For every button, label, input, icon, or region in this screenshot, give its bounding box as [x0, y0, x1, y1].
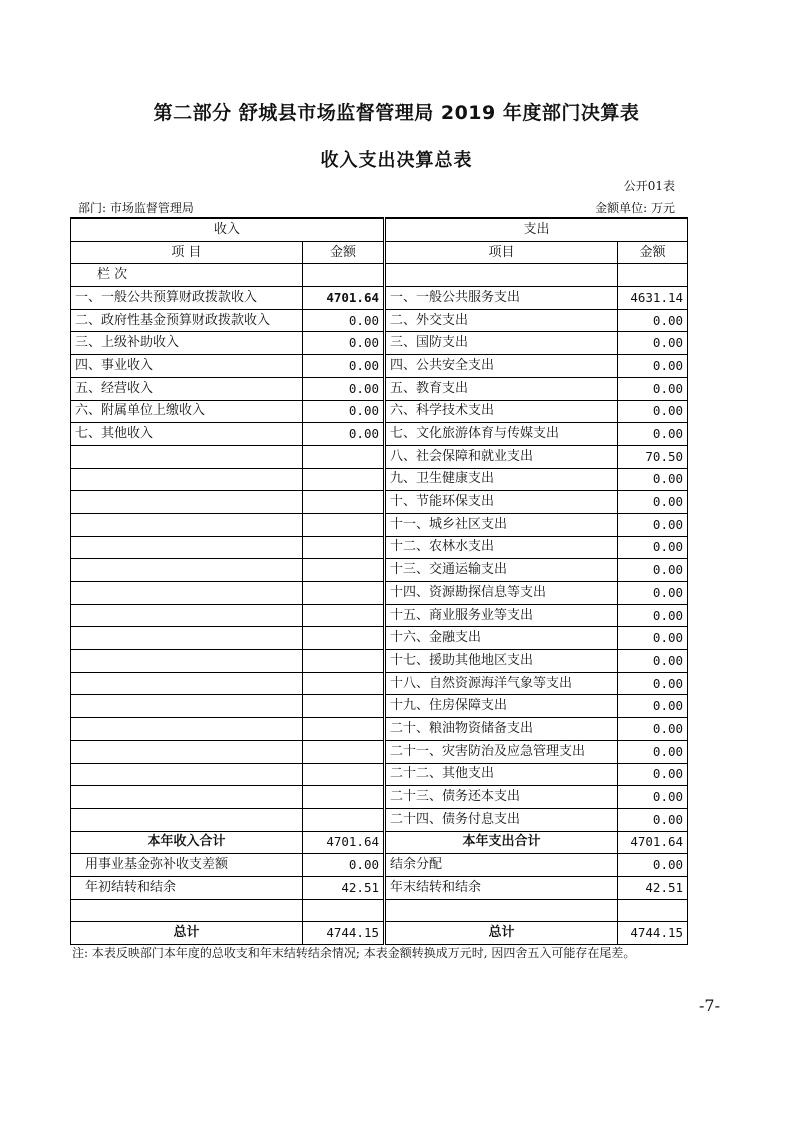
income-item [71, 604, 303, 627]
expense-total-label: 总计 [385, 922, 618, 945]
table-row [71, 650, 688, 673]
income-item: 用事业基金弥补收支差额 [71, 854, 303, 877]
income-amount [303, 604, 385, 627]
table-row [71, 445, 688, 468]
income-amount: 0.00 [303, 377, 385, 400]
income-item: 三、上级补助收入 [71, 332, 303, 355]
table-row [71, 718, 688, 741]
expense-item: 十八、自然资源海洋气象等支出 [385, 672, 618, 695]
income-amount [303, 718, 385, 741]
income-item: 六、附属单位上缴收入 [71, 400, 303, 423]
income-subtotal-amount: 4701.64 [303, 831, 385, 854]
income-subtotal-label: 本年收入合计 [71, 831, 303, 854]
table-row [71, 377, 688, 400]
income-amount: 42.51 [303, 876, 385, 899]
footnote: 注: 本表反映部门本年度的总收支和年末结转结余情况; 本表金额转换成万元时, 因四舍五入可能存在尾差。 [72, 946, 636, 960]
expense-amount: 0.00 [618, 332, 688, 355]
income-item [71, 718, 303, 741]
expense-item: 二十、粮油物资储备支出 [385, 718, 618, 741]
table-row [71, 695, 688, 718]
table-row [71, 763, 688, 786]
income-item [71, 808, 303, 831]
expense-amount: 0.00 [618, 582, 688, 605]
income-amount [303, 786, 385, 809]
page-number: -7- [699, 996, 720, 1015]
income-item: 七、其他收入 [71, 423, 303, 446]
income-item-header: 项 目 [71, 241, 303, 264]
expense-amount: 0.00 [618, 377, 688, 400]
table-title: 收入支出决算总表 [320, 150, 473, 171]
table-row [71, 536, 688, 559]
expense-item: 九、卫生健康支出 [385, 468, 618, 491]
expense-amount: 0.00 [618, 695, 688, 718]
expense-amount: 0.00 [618, 808, 688, 831]
expense-item: 结余分配 [385, 854, 618, 877]
expense-subtotal-amount: 4701.64 [618, 831, 688, 854]
row-index-row [71, 264, 688, 287]
income-amount [303, 740, 385, 763]
expense-item: 一、一般公共服务支出 [385, 287, 618, 310]
expense-item: 六、科学技术支出 [385, 400, 618, 423]
income-amount [303, 582, 385, 605]
page-title: 第二部分 舒城县市场监督管理局 2019 年度部门决算表 [153, 102, 640, 124]
expense-amount: 0.00 [618, 650, 688, 673]
income-total-label: 总计 [71, 922, 303, 945]
empty-row [71, 899, 688, 922]
table-row [71, 808, 688, 831]
form-number: 公开01表 [623, 179, 675, 193]
income-total-amount: 4744.15 [303, 922, 385, 945]
income-item: 五、经营收入 [71, 377, 303, 400]
expense-amount: 0.00 [618, 355, 688, 378]
expense-item: 二、外交支出 [385, 309, 618, 332]
table-row [71, 355, 688, 378]
expense-item: 年末结转和结余 [385, 876, 618, 899]
table-row [71, 309, 688, 332]
expense-item: 十二、农林水支出 [385, 536, 618, 559]
table-row [71, 627, 688, 650]
expense-item: 十、节能环保支出 [385, 491, 618, 514]
empty-cell [303, 899, 385, 922]
row-index-label: 栏 次 [71, 264, 303, 287]
expense-amount: 0.00 [618, 513, 688, 536]
expense-item: 十六、金融支出 [385, 627, 618, 650]
expense-amount: 0.00 [618, 672, 688, 695]
income-item [71, 491, 303, 514]
income-amount [303, 468, 385, 491]
expense-amount: 4631.14 [618, 287, 688, 310]
income-amount [303, 627, 385, 650]
expense-item: 五、教育支出 [385, 377, 618, 400]
income-amount: 0.00 [303, 332, 385, 355]
expense-amount: 0.00 [618, 491, 688, 514]
expense-amount: 0.00 [618, 423, 688, 446]
income-amount [303, 559, 385, 582]
expense-item: 十三、交通运输支出 [385, 559, 618, 582]
expense-amount: 0.00 [618, 309, 688, 332]
expense-item: 二十三、债务还本支出 [385, 786, 618, 809]
expense-amount: 0.00 [618, 468, 688, 491]
income-amount [303, 491, 385, 514]
table-row [71, 876, 688, 899]
expense-amount: 0.00 [618, 604, 688, 627]
expense-amount: 0.00 [618, 536, 688, 559]
income-item [71, 672, 303, 695]
table-row [71, 332, 688, 355]
table-row [71, 513, 688, 536]
expense-total-amount: 4744.15 [618, 922, 688, 945]
department-label: 部门: 市场监督管理局 [78, 201, 194, 215]
income-item [71, 786, 303, 809]
expense-item: 七、文化旅游体育与传媒支出 [385, 423, 618, 446]
expense-item: 十一、城乡社区支出 [385, 513, 618, 536]
income-amount: 0.00 [303, 423, 385, 446]
income-item [71, 468, 303, 491]
group-header-row [71, 218, 688, 241]
income-amount [303, 672, 385, 695]
table-row [71, 423, 688, 446]
expense-item: 二十一、灾害防治及应急管理支出 [385, 740, 618, 763]
income-amount [303, 808, 385, 831]
expense-item: 二十四、债务付息支出 [385, 808, 618, 831]
table-row [71, 491, 688, 514]
income-amount: 4701.64 [303, 287, 385, 310]
table-row [71, 559, 688, 582]
income-amount: 0.00 [303, 355, 385, 378]
income-item: 二、政府性基金预算财政拨款收入 [71, 309, 303, 332]
total-row [71, 922, 688, 945]
expense-subtotal-label: 本年支出合计 [385, 831, 618, 854]
expense-item: 二十二、其他支出 [385, 763, 618, 786]
income-item [71, 582, 303, 605]
subtotal-row [71, 831, 688, 854]
table-row [71, 854, 688, 877]
expense-item: 十七、援助其他地区支出 [385, 650, 618, 673]
expense-item: 八、社会保障和就业支出 [385, 445, 618, 468]
income-item [71, 536, 303, 559]
expense-amount: 0.00 [618, 786, 688, 809]
expense-item: 十九、住房保障支出 [385, 695, 618, 718]
income-item: 年初结转和结余 [71, 876, 303, 899]
column-header-row [71, 241, 688, 264]
income-item [71, 763, 303, 786]
income-amount [303, 650, 385, 673]
income-item [71, 559, 303, 582]
table-row [71, 287, 688, 310]
unit-label: 金额单位: 万元 [595, 201, 675, 215]
income-item [71, 740, 303, 763]
empty-cell [385, 264, 618, 287]
income-item [71, 627, 303, 650]
table-row [71, 468, 688, 491]
table-row [71, 400, 688, 423]
income-item: 一、一般公共预算财政拨款收入 [71, 287, 303, 310]
income-item: 四、事业收入 [71, 355, 303, 378]
income-amount [303, 513, 385, 536]
table-row [71, 582, 688, 605]
expense-amount: 0.00 [618, 740, 688, 763]
expense-amount: 70.50 [618, 445, 688, 468]
expense-group-header: 支出 [385, 218, 688, 241]
empty-cell [618, 264, 688, 287]
income-amount [303, 763, 385, 786]
income-group-header: 收入 [71, 218, 385, 241]
expense-amount: 0.00 [618, 627, 688, 650]
expense-amount-header: 金额 [618, 241, 688, 264]
table-row [71, 740, 688, 763]
income-item [71, 695, 303, 718]
expense-item: 十五、商业服务业等支出 [385, 604, 618, 627]
table-row [71, 672, 688, 695]
income-item [71, 513, 303, 536]
empty-cell [71, 899, 303, 922]
expense-amount: 0.00 [618, 400, 688, 423]
expense-amount: 0.00 [618, 854, 688, 877]
expense-item: 十四、资源勘探信息等支出 [385, 582, 618, 605]
income-amount: 0.00 [303, 854, 385, 877]
expense-amount: 0.00 [618, 763, 688, 786]
income-amount: 0.00 [303, 309, 385, 332]
table-row [71, 604, 688, 627]
income-amount [303, 695, 385, 718]
empty-cell [385, 899, 618, 922]
income-amount [303, 445, 385, 468]
income-amount [303, 536, 385, 559]
income-item [71, 445, 303, 468]
expense-amount: 0.00 [618, 559, 688, 582]
expense-amount: 0.00 [618, 718, 688, 741]
table-row [71, 786, 688, 809]
income-item [71, 650, 303, 673]
expense-item: 三、国防支出 [385, 332, 618, 355]
income-amount-header: 金额 [303, 241, 385, 264]
income-expense-table [70, 217, 688, 945]
empty-cell [303, 264, 385, 287]
income-amount: 0.00 [303, 400, 385, 423]
empty-cell [618, 899, 688, 922]
expense-amount: 42.51 [618, 876, 688, 899]
expense-item: 四、公共安全支出 [385, 355, 618, 378]
expense-item-header: 项目 [385, 241, 618, 264]
